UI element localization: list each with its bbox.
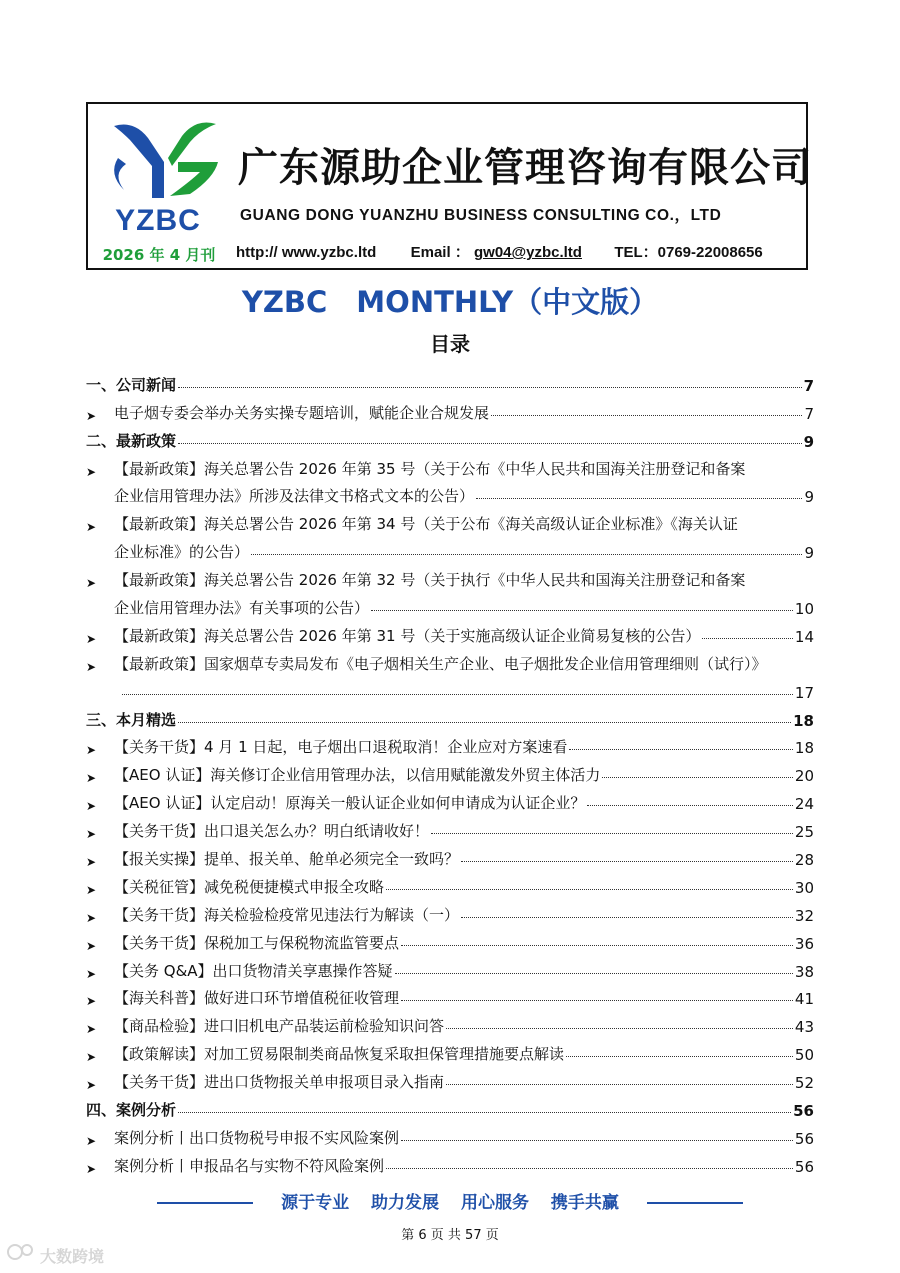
- toc-item[interactable]: ➤ 电子烟专委会举办关务实操专题培训，赋能企业合规发展 7: [86, 403, 814, 423]
- email-link[interactable]: gw04@yzbc.ltd: [473, 244, 582, 261]
- watermark-logo-icon: [6, 1240, 36, 1264]
- arrowhead-bullet-icon: ➤: [86, 408, 97, 423]
- toc-item[interactable]: ➤ 【关税征管】减免税便捷模式申报全攻略 30: [86, 877, 814, 897]
- contact-line: [236, 241, 763, 262]
- company-name-cn: 广东源助企业管理咨询有限公司: [238, 145, 812, 191]
- toc-item[interactable]: ➤ 【关务干货】进出口货物报关单申报项目录入指南 52: [86, 1073, 814, 1093]
- toc-item[interactable]: ➤ 【报关实操】提单、报关单、舱单必须完全一致吗？ 28: [86, 850, 814, 870]
- slogan-2: 助力发展: [371, 1193, 440, 1213]
- arrowhead-bullet-icon: ➤: [86, 994, 97, 1009]
- arrowhead-bullet-icon: ➤: [86, 631, 97, 646]
- tel-label: TEL：0769-22008656: [614, 244, 763, 261]
- watermark: [6, 1240, 126, 1268]
- toc-item[interactable]: ➤ 【商品检验】进口旧机电产品装运前检验知识问答 43: [86, 1017, 814, 1037]
- toc-item-continuation[interactable]: 企业标准》的公告） 9: [114, 543, 814, 563]
- toc-item[interactable]: ➤ 案例分析丨出口货物税号申报不实风险案例 56: [86, 1128, 814, 1148]
- toc-section-company-news[interactable]: 一、公司新闻 7: [86, 375, 814, 395]
- toc-item[interactable]: ➤ 【关务 Q&A】出口货物清关享惠操作答疑 38: [86, 961, 814, 981]
- arrowhead-bullet-icon: ➤: [86, 966, 97, 981]
- toc-item[interactable]: ➤ 【关务干货】海关检验检疫常见违法行为解读（一） 32: [86, 905, 814, 925]
- toc-item[interactable]: ➤ 【最新政策】海关总署公告 2026 年第 32 号（关于执行《中华人民共和国海关注册登记和备案: [86, 571, 746, 591]
- toc-section-case-analysis[interactable]: 四、案例分析 56: [86, 1101, 814, 1121]
- footer-slogan: [0, 1188, 900, 1213]
- email-label: Email ：: [410, 244, 470, 261]
- toc-item[interactable]: ➤ 【关务干货】保税加工与保税物流监管要点 36: [86, 933, 814, 953]
- toc-item[interactable]: ➤ 【政策解读】对加工贸易限制类商品恢复采取担保管理措施要点解读 50: [86, 1045, 814, 1065]
- toc-item[interactable]: ➤ 【海关科普】做好进口环节增值税征收管理 41: [86, 989, 814, 1009]
- arrowhead-bullet-icon: ➤: [86, 1133, 97, 1148]
- toc-item[interactable]: ➤ 【最新政策】海关总署公告 2026 年第 35 号（关于公布《中华人民共和国海关注册登记和备案: [86, 459, 746, 479]
- arrowhead-bullet-icon: ➤: [86, 910, 97, 925]
- toc-item[interactable]: ➤ 案例分析丨申报品名与实物不符风险案例 56: [86, 1156, 814, 1176]
- footer-rule-left: [157, 1202, 253, 1204]
- arrowhead-bullet-icon: ➤: [86, 771, 97, 786]
- issue-label: 2026 年 4 月刊: [102, 246, 216, 264]
- slogan-1: 源于专业: [281, 1193, 350, 1213]
- toc-item[interactable]: ➤ 【AEO 认证】海关修订企业信用管理办法，以信用赋能激发外贸主体活力 20: [86, 766, 814, 786]
- toc-item[interactable]: ➤ 【最新政策】海关总署公告 2026 年第 34 号（关于公布《海关高级认证企业标准》《海关认证: [86, 515, 738, 535]
- arrowhead-bullet-icon: ➤: [86, 799, 97, 814]
- arrowhead-bullet-icon: ➤: [86, 659, 97, 674]
- website-link[interactable]: http:// www.yzbc.ltd: [236, 244, 377, 261]
- page-number: 第 6 页 共 57 页: [401, 1228, 499, 1243]
- arrowhead-bullet-icon: ➤: [86, 882, 97, 897]
- footer-rule-right: [647, 1202, 743, 1204]
- arrowhead-bullet-icon: ➤: [86, 464, 97, 479]
- arrowhead-bullet-icon: ➤: [86, 576, 97, 591]
- arrowhead-bullet-icon: ➤: [86, 827, 97, 842]
- watermark-text: 大数跨境: [40, 1247, 105, 1266]
- slogan-3: 用心服务: [460, 1193, 529, 1213]
- arrowhead-bullet-icon: ➤: [86, 1050, 97, 1065]
- toc-item[interactable]: ➤ 【AEO 认证】认定启动！原海关一般认证企业如何申请成为认证企业？ 24: [86, 794, 814, 814]
- arrowhead-bullet-icon: ➤: [86, 743, 97, 758]
- slogan-4: 携手共赢: [550, 1193, 619, 1213]
- arrowhead-bullet-icon: ➤: [86, 855, 97, 870]
- arrowhead-bullet-icon: ➤: [86, 938, 97, 953]
- toc-item[interactable]: ➤ 【关务干货】出口退关怎么办？明白纸请收好！ 25: [86, 822, 814, 842]
- arrowhead-bullet-icon: ➤: [86, 1161, 97, 1176]
- toc-heading: 目录: [430, 332, 470, 356]
- yz-logo-icon: [104, 118, 226, 202]
- page-title: YZBC MONTHLY（中文版）: [241, 285, 659, 319]
- toc-section-monthly-picks[interactable]: 三、本月精选 18: [86, 710, 814, 730]
- toc-item-continuation[interactable]: 企业信用管理办法》所涉及法律文书格式文本的公告） 9: [114, 487, 814, 507]
- toc-item[interactable]: ➤ 【最新政策】海关总署公告 2026 年第 31 号（关于实施高级认证企业简易复核的公告） 14: [86, 626, 814, 646]
- company-name-en: GUANG DONG YUANZHU BUSINESS CONSULTING CO.，LTD: [240, 207, 722, 224]
- toc-section-latest-policy[interactable]: 二、最新政策 9: [86, 431, 814, 451]
- arrowhead-bullet-icon: ➤: [86, 1022, 97, 1037]
- arrowhead-bullet-icon: ➤: [86, 1078, 97, 1093]
- toc-item-continuation[interactable]: 17: [86, 674, 814, 702]
- arrowhead-bullet-icon: ➤: [86, 520, 97, 535]
- toc-item-continuation[interactable]: 企业信用管理办法》有关事项的公告） 10: [114, 599, 814, 619]
- logo-text: YZBC: [115, 204, 201, 237]
- toc-item[interactable]: ➤ 【最新政策】国家烟草专卖局发布《电子烟相关生产企业、电子烟批发企业信用管理细则（试行）》: [86, 654, 767, 674]
- table-of-contents: [86, 367, 814, 1176]
- toc-item[interactable]: ➤ 【关务干货】4 月 1 日起，电子烟出口退税取消！企业应对方案速看 18: [86, 738, 814, 758]
